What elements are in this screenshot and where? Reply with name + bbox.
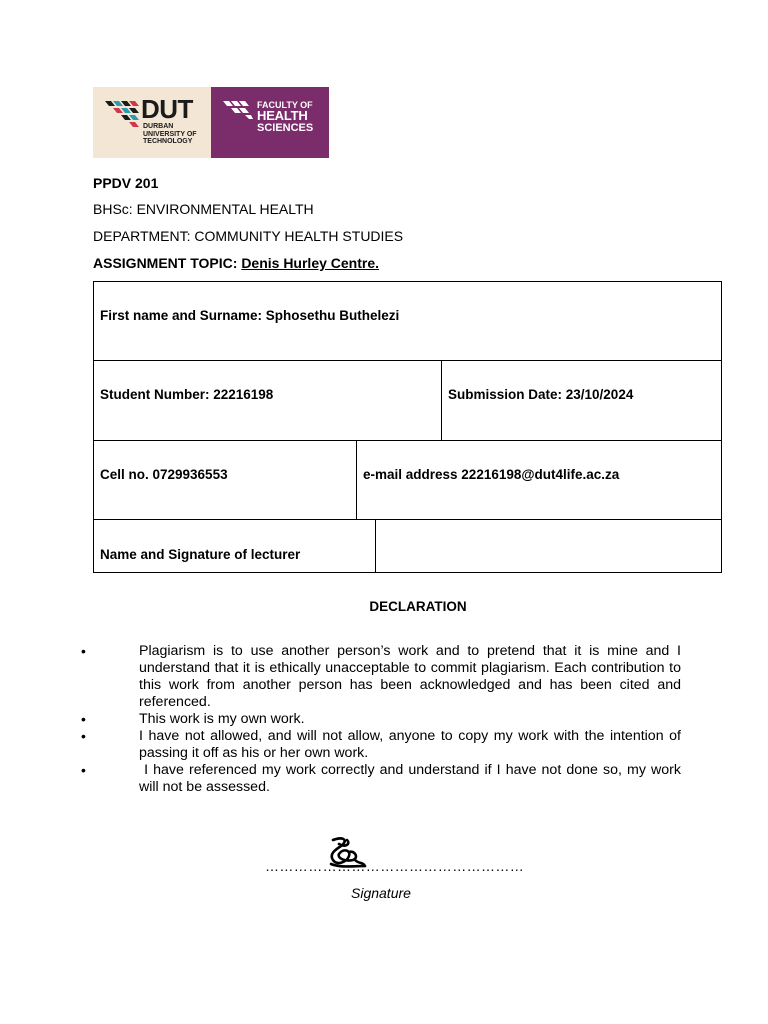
dut-mark-icon <box>105 101 139 127</box>
bullet-icon: • <box>81 643 86 659</box>
list-item <box>81 762 685 796</box>
course-code: PPDV 201 <box>93 175 159 191</box>
faculty-sciences-label: SCIENCES <box>257 122 314 134</box>
row-divider <box>94 440 721 441</box>
cell-number: Cell no. 0729936553 <box>100 467 228 482</box>
declaration-text: I have referenced my work correctly and understand if I have not done so, my work will not be assessed. <box>139 762 685 795</box>
list-item <box>81 711 681 728</box>
signature-line: ……………………………………………… <box>265 858 525 874</box>
column-divider <box>375 519 376 573</box>
declaration-text: I have not allowed, and will not allow, anyone to copy my work with the intention of passing it off as his or her own work. <box>139 728 681 761</box>
faculty-health-label: HEALTH <box>257 108 308 123</box>
faculty-logo-panel <box>211 87 329 158</box>
submission-date: Submission Date: 23/10/2024 <box>448 387 634 402</box>
assignment-topic-end: . <box>375 255 380 271</box>
row-divider <box>94 519 721 520</box>
lecturer-label: Name and Signature of lecturer <box>100 547 301 562</box>
bullet-icon: • <box>81 762 86 778</box>
assignment-topic-value: Denis Hurley Centre <box>241 255 376 271</box>
dut-logo-panel <box>93 87 211 158</box>
qualification: BHSc: ENVIRONMENTAL HEALTH <box>93 201 314 217</box>
declaration-text: Plagiarism is to use another person’s work and to pretend that it is mine and I understand that it is ethically unacceptable to commit plagiarism. Each contribution to this work from another person has been acknowledged and has been cited and referenced. <box>139 643 681 710</box>
column-divider <box>356 440 357 519</box>
dut-logo <box>93 87 329 158</box>
declaration-title: DECLARATION <box>369 599 467 614</box>
bullet-icon: • <box>81 711 86 727</box>
department: DEPARTMENT: COMMUNITY HEALTH STUDIES <box>93 228 404 244</box>
student-info-table <box>93 281 722 573</box>
student-name: First name and Surname: Sphosethu Buthelezi <box>100 308 400 323</box>
column-divider <box>441 360 442 440</box>
row-divider <box>94 360 721 361</box>
signature-label: Signature <box>351 885 411 901</box>
faculty-of-label: FACULTY OF <box>257 100 313 110</box>
assignment-topic-label: ASSIGNMENT TOPIC: <box>93 255 242 271</box>
student-number: Student Number: 22216198 <box>100 387 274 402</box>
faculty-mark-icon <box>223 101 253 121</box>
list-item <box>81 728 681 762</box>
assignment-topic <box>93 255 379 271</box>
email-address: e-mail address 22216198@dut4life.ac.za <box>363 467 620 482</box>
declaration-list <box>81 643 685 796</box>
declaration-text: This work is my own work. <box>139 711 305 727</box>
bullet-icon: • <box>81 728 86 744</box>
dut-university-name: DURBAN UNIVERSITY OF TECHNOLOGY <box>143 123 197 145</box>
dut-wordmark: DUT <box>141 94 193 124</box>
list-item <box>81 643 681 711</box>
